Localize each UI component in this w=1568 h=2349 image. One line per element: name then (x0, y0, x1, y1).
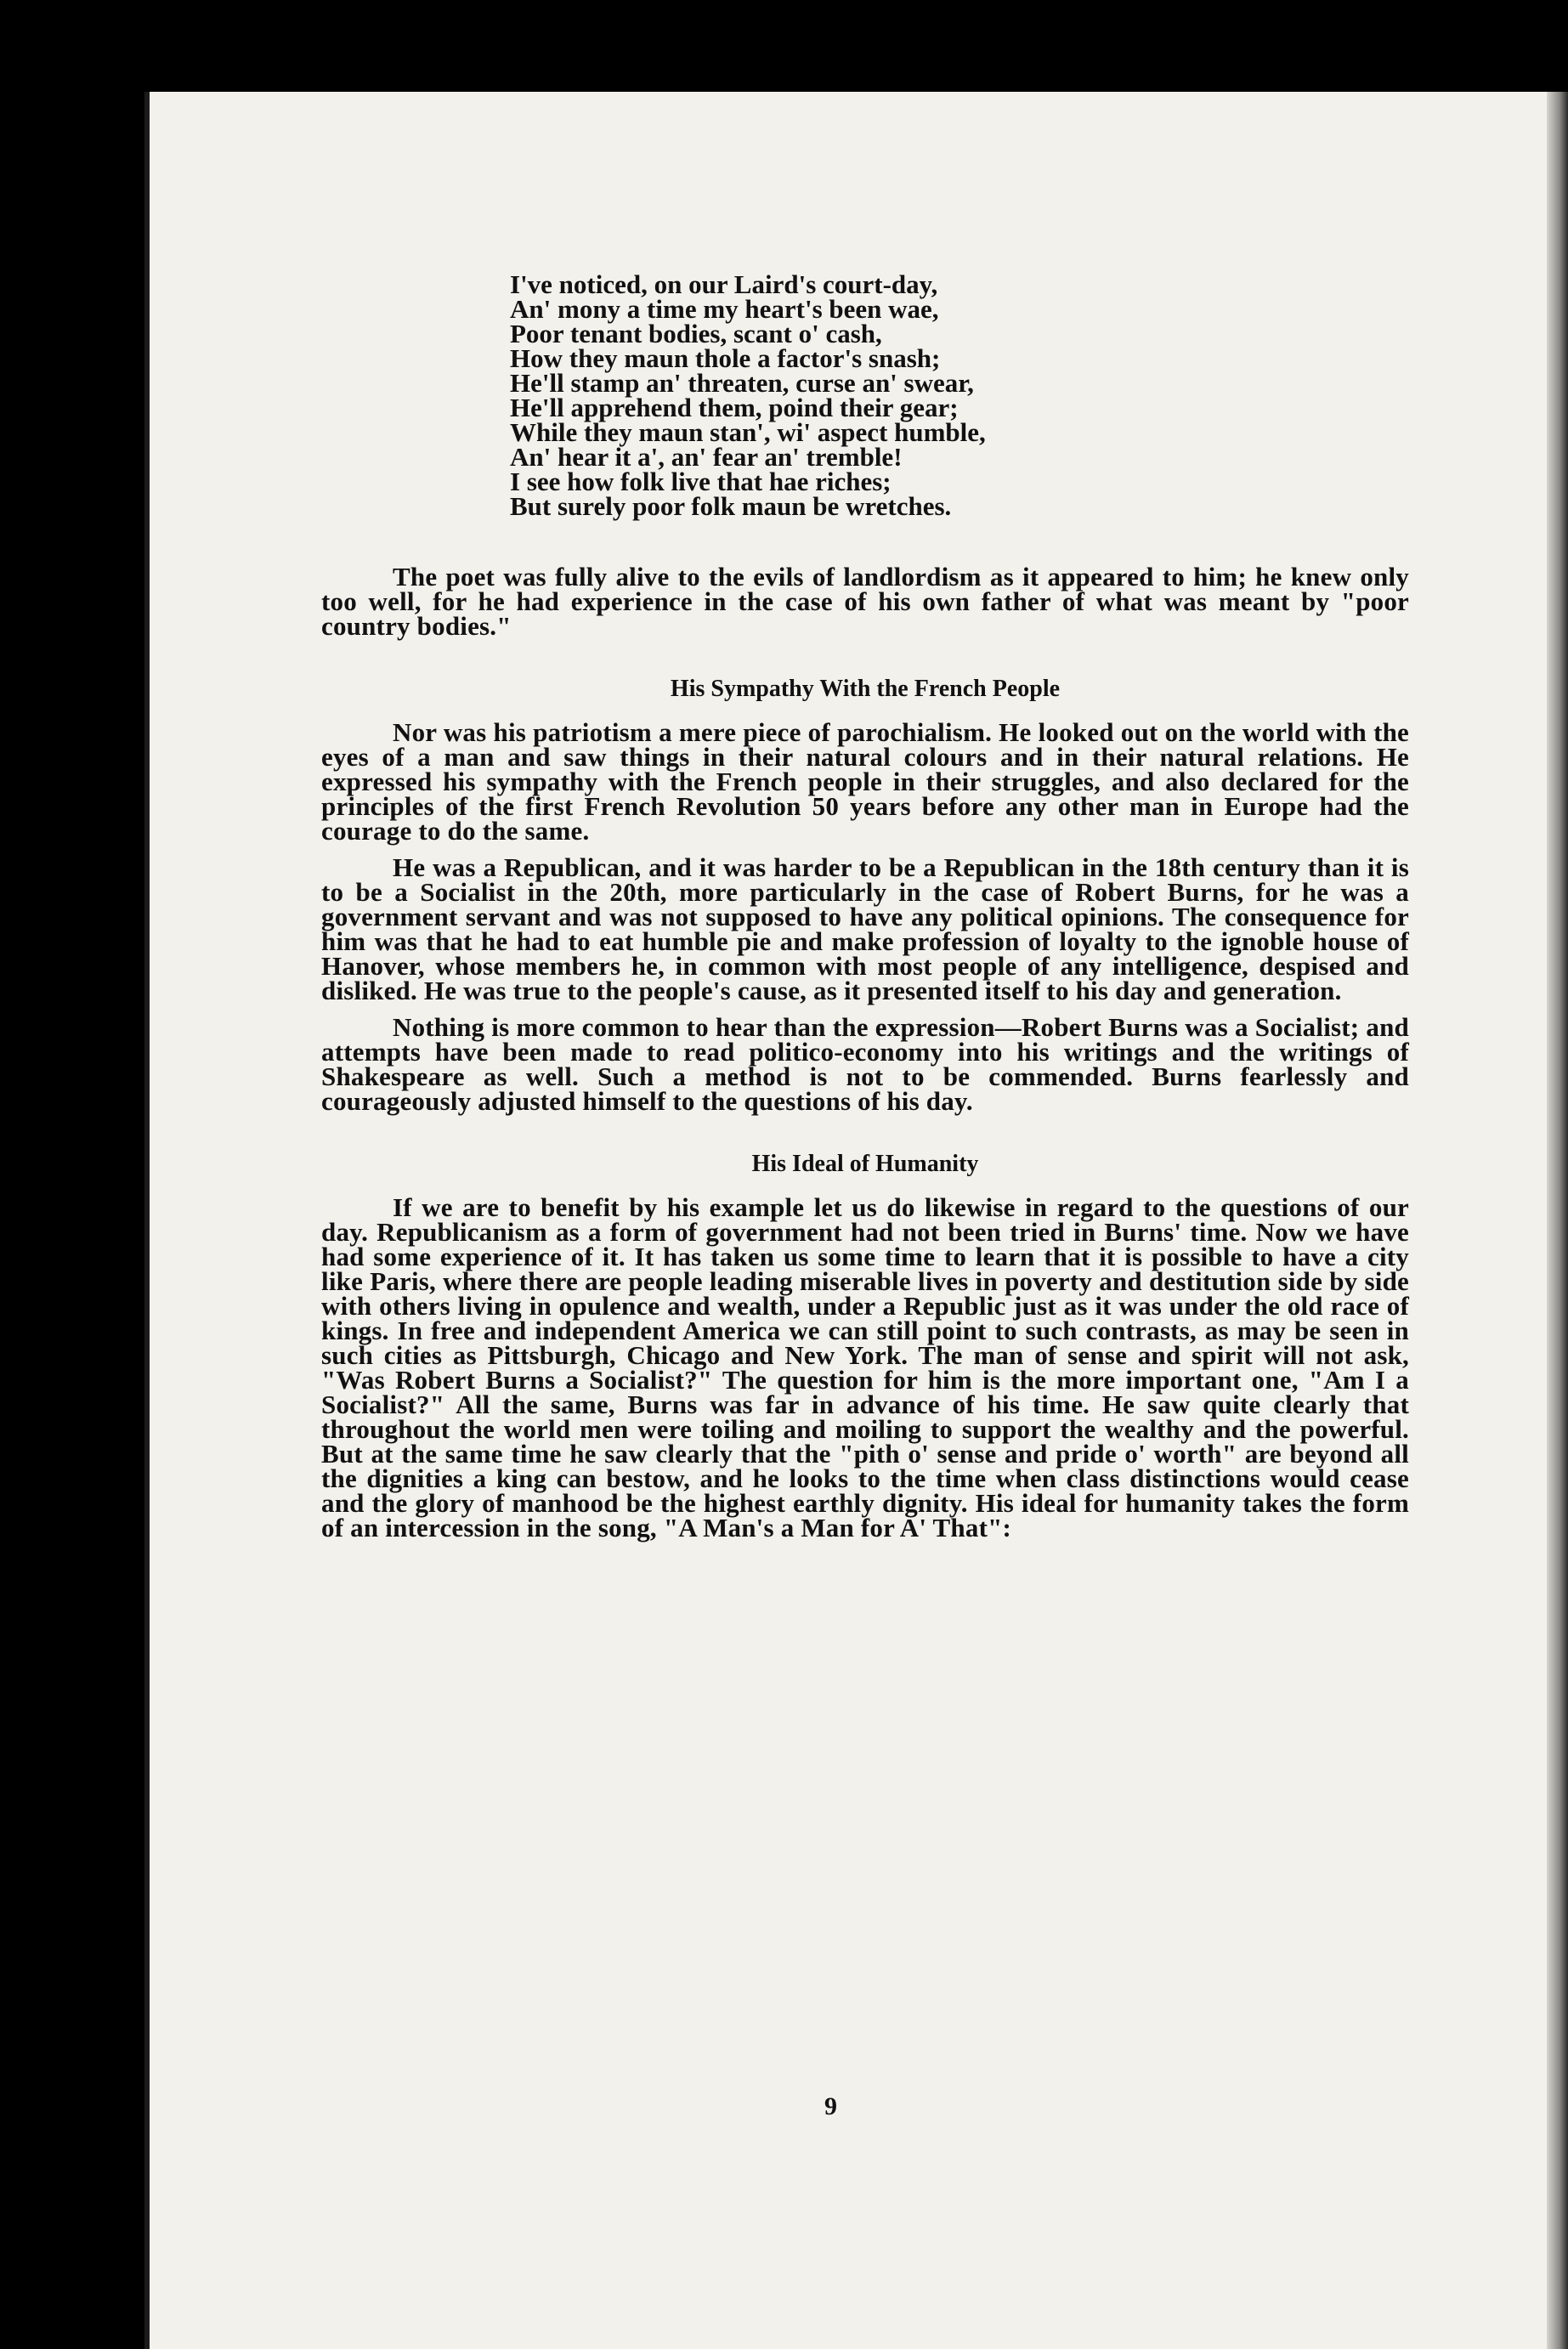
poem-line: But surely poor folk maun be wretches. (510, 491, 952, 521)
poem-line: He'll stamp an' threaten, curse an' swear, (510, 368, 974, 398)
paragraph-socialist: Nothing is more common to hear than the expression—Robert Burns was a Socialist; and attempts have been made to read politico-economy into his writings and the writings of Shakespeare as well. Such a method is not to be commended. Burns fearlessly and courageously adjusted himself to the questions of his day. (321, 1012, 1409, 1116)
poem-line: An' hear it a', an' fear an' tremble! (510, 442, 903, 472)
page-edge-shadow (1547, 92, 1568, 2349)
paragraph-ideal: If we are to benefit by his example let us do likewise in regard to the questions of our day. Republicanism as a form of government had not been tried in Burns' time. Now we have had some experience of it. It has taken us some time to learn that it is possible to have a city like Paris, where there are people leading miserable lives in poverty and destitution side by side with others living in opulence and wealth, under a Republic just as it was under the old race of kings. In free and independent America we can still point to such contrasts, as may be seen in such cities as Pittsburgh, Chicago and New York. The man of sense and spirit will not ask, "Was Robert Burns a Socialist?" The question for him is the more important one, "Am I a Socialist?" All the same, Burns was far in advance of his time. He saw quite clearly that throughout the world men were toiling and moiling to support the wealthy and the powerful. But at the same time he saw clearly that the "pith o' sense and pride o' worth" are beyond all the dignities a king can bestow, and he looks to the time when class distinctions would cease and the glory of manhood be the highest earthly dignity. His ideal for humanity takes the form of an intercession in the song, "A Man's a Man for A' That": (321, 1192, 1409, 1542)
poem-line: Poor tenant bodies, scant o' cash, (510, 319, 882, 348)
poem-line: I see how folk live that hae riches; (510, 467, 892, 496)
section-heading-humanity: His Ideal of Humanity (751, 1151, 979, 1177)
page-body (321, 269, 1409, 1542)
paragraph-patriotism: Nor was his patriotism a mere piece of parochialism. He looked out on the world with the eyes of a man and saw things in their natural colours and in their natural relations. He expressed his sympathy with the French people in their struggles, and also declared for the principles of the first French Revolution 50 years before any other man in Europe had the courage to do the same. (321, 717, 1409, 846)
poem-line: While they maun stan', wi' aspect humble, (510, 417, 986, 447)
poem-line: I've noticed, on our Laird's court-day, (510, 269, 938, 299)
poem-line: How they maun thole a factor's snash; (510, 343, 941, 373)
paragraph-republican: He was a Republican, and it was harder to be a Republican in the 18th century than it is to be a Socialist in the 20th, more particularly in the case of Robert Burns, for he was a government servant and was not supposed to have any political opinions. The consequence for him was that he had to eat humble pie and make profession of loyalty to the ignoble house of Hanover, whose members he, in common with most people of any intelligence, despised and disliked. He was true to the people's cause, as it presented itself to his day and generation. (321, 852, 1409, 1005)
paragraph-landlordism: The poet was fully alive to the evils of landlordism as it appeared to him; he knew only too well, for he had experience in the case of his own father of what was meant by "poor country bodies." (321, 562, 1409, 641)
poem-stanza (510, 269, 1409, 521)
poem-line: He'll apprehend them, poind their gear; (510, 393, 959, 422)
page-number: 9 (824, 2092, 837, 2120)
poem-line: An' mony a time my heart's been wae, (510, 294, 939, 324)
section-heading-french: His Sympathy With the French People (670, 676, 1061, 702)
